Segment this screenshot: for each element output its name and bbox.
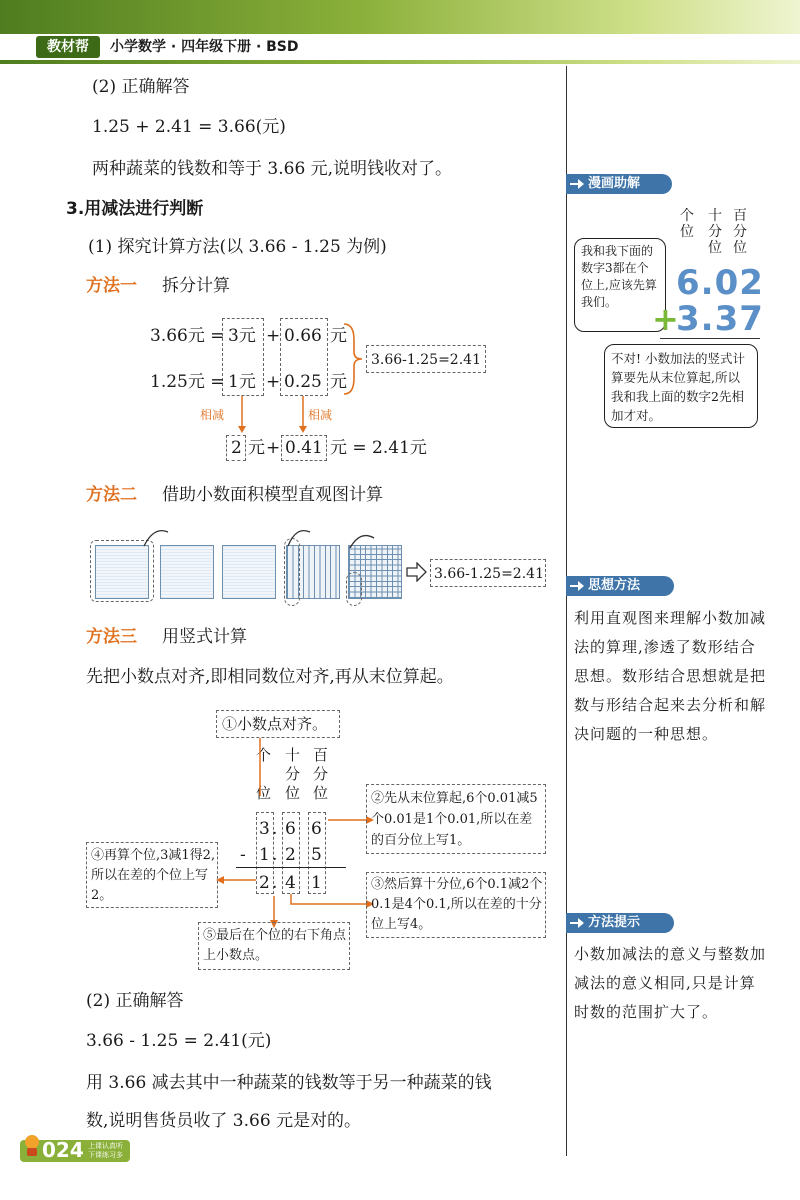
m3-step1-pointer xyxy=(256,738,264,798)
m3-mid-point: . xyxy=(272,845,278,865)
m2-result-text: 3.66-1.25=2.41 xyxy=(434,566,544,582)
m3-place-bai: 百 分 位 xyxy=(313,746,329,802)
comic-place-shi: 十 分 位 xyxy=(708,208,722,256)
m3-top-ge: 3 xyxy=(259,819,270,839)
m1-res-tail: 元 = 2.41元 xyxy=(330,438,427,458)
m1-subtract-arrows xyxy=(230,396,320,434)
m3-res-ge: 2 xyxy=(259,873,270,893)
book-title: 小学数学 · 四年级下册 · BSD xyxy=(110,39,299,55)
m3-minus: - xyxy=(240,845,246,865)
footer-tagline: 上课认真听 下课练习多 xyxy=(88,1142,123,1159)
m1-row1-a: 3元 xyxy=(228,326,256,346)
part2-conclusion-a: 两种蔬菜的钱数和等于 3.66 元,说明钱收对了。 xyxy=(92,159,453,179)
comic-top-number: 6.02 xyxy=(676,263,764,303)
comic-bottom-number: 3.37 xyxy=(676,299,764,339)
m1-row1-yuan: 元 xyxy=(330,326,347,346)
book-tag: 教材帮 xyxy=(36,36,100,58)
comic-place-bai: 百 分 位 xyxy=(733,208,747,256)
part2-title-a: (2) 正确解答 xyxy=(92,77,190,97)
m2-unit-square-2 xyxy=(160,545,214,599)
m3-res-point: . xyxy=(272,873,278,893)
hand-pointer-icon xyxy=(569,579,585,593)
m3-step4: ④再算个位,3减1得2,所以在差的个位上写2。 xyxy=(91,848,216,903)
m3-place-ge: 个 位 xyxy=(256,746,272,802)
m3-res-shi: 4 xyxy=(285,873,296,893)
comic-plus: + xyxy=(652,300,679,338)
column-divider xyxy=(566,66,567,1156)
m3-mid-ge: 1 xyxy=(259,845,270,865)
m3-place-shi: 十 分 位 xyxy=(285,746,301,802)
m2-hundredths-ring xyxy=(346,572,362,606)
m1-subtract-label-2: 相减 xyxy=(308,408,333,422)
m3-mid-shi: 2 xyxy=(285,845,296,865)
comic-bubble-1: 我和我下面的数字3都在个位上,应该先算我们。 xyxy=(574,238,666,332)
m3-res-bai: 1 xyxy=(311,873,322,893)
m1-res-a: 2 xyxy=(231,438,242,458)
section3-title: 3.用减法进行判断 xyxy=(66,199,204,219)
m2-cross-out-marks xyxy=(140,524,400,550)
m1-res-plus: + xyxy=(266,438,281,458)
m1-row1-lhs: 3.66元 = xyxy=(150,326,225,346)
m1-subtract-label-1: 相减 xyxy=(200,408,225,422)
part2-equation-b: 3.66 - 1.25 = 2.41(元) xyxy=(86,1031,272,1051)
method1-desc: 拆分计算 xyxy=(162,276,230,296)
sidebar-comic-label: 漫画助解 xyxy=(566,174,672,194)
m1-res-b: 0.41 xyxy=(285,438,323,458)
sidebar-tip-label: 方法提示 xyxy=(566,913,674,933)
part2-conclusion-b-line1: 用 3.66 减去其中一种蔬菜的钱数等于另一种蔬菜的钱 xyxy=(86,1073,492,1093)
m1-row1-plus: + xyxy=(266,326,281,346)
explore-title: (1) 探究计算方法(以 3.66 - 1.25 为例) xyxy=(88,237,387,257)
part2-title-b: (2) 正确解答 xyxy=(86,991,184,1011)
m3-step1: ①小数点对齐。 xyxy=(222,715,328,733)
m3-step5: ⑤最后在个位的右下角点上小数点。 xyxy=(203,928,347,963)
m3-mid-bai: 5 xyxy=(311,845,322,865)
method1-label: 方法一 xyxy=(86,276,137,296)
m3-step-arrows xyxy=(210,810,380,930)
m3-top-shi: 6 xyxy=(285,819,296,839)
comic-bubble-2: 不对! 小数加法的竖式计算要先从末位算起,所以我和我上面的数字2先相加才对。 xyxy=(604,344,758,428)
sidebar-thought-label: 思想方法 xyxy=(566,576,674,596)
hand-pointer-icon xyxy=(569,916,585,930)
hand-pointer-icon xyxy=(569,177,585,191)
m1-row2-b: 0.25 xyxy=(284,372,322,392)
m1-res-yuan: 元 xyxy=(248,438,265,458)
m1-row2-yuan: 元 xyxy=(330,372,347,392)
m2-unit-square-3 xyxy=(222,545,276,599)
comic-sum-line xyxy=(660,338,760,339)
m3-step2: ②先从末位算起,6个0.01减5个0.01是1个0.01,所以在差的百分位上写1。 xyxy=(371,791,538,848)
m2-unit-square-1 xyxy=(95,545,149,599)
m1-result-text: 3.66-1.25=2.41 xyxy=(371,352,481,368)
sidebar-tip-text: 小数加减法的意义与整数加减法的意义相同,只是计算时数的范围扩大了。 xyxy=(574,945,767,1021)
method3-intro: 先把小数点对齐,即相同数位对齐,再从末位算起。 xyxy=(86,667,454,687)
m3-top-point: . xyxy=(272,819,278,839)
m1-row2-lhs: 1.25元 = xyxy=(150,372,225,392)
m3-step3: ③然后算十分位,6个0.1减2个0.1是4个0.1,所以在差的十分位上写4。 xyxy=(371,877,543,932)
method2-desc: 借助小数面积模型直观图计算 xyxy=(162,485,383,505)
sidebar-thought-text: 利用直观图来理解小数加减法的算理,渗透了数形结合思想。数形结合思想就是把数与形结合起来去分析和解决问题的一种思想。 xyxy=(574,609,767,743)
page-number: 024 xyxy=(42,1138,84,1162)
m1-row2-a: 1元 xyxy=(228,372,256,392)
method3-label: 方法三 xyxy=(86,627,137,647)
part2-equation-a: 1.25 + 2.41 = 3.66(元) xyxy=(92,117,286,137)
m3-top-bai: 6 xyxy=(311,819,322,839)
m1-row1-b: 0.66 xyxy=(284,326,322,346)
m1-row2-plus: + xyxy=(266,372,281,392)
mascot-icon xyxy=(22,1132,42,1158)
method3-desc: 用竖式计算 xyxy=(162,627,247,647)
part2-conclusion-b-line2: 数,说明售货员收了 3.66 元是对的。 xyxy=(86,1111,362,1131)
comic-place-ge: 个 位 xyxy=(680,208,694,240)
method2-label: 方法二 xyxy=(86,485,137,505)
m2-arrow-icon xyxy=(406,562,428,582)
